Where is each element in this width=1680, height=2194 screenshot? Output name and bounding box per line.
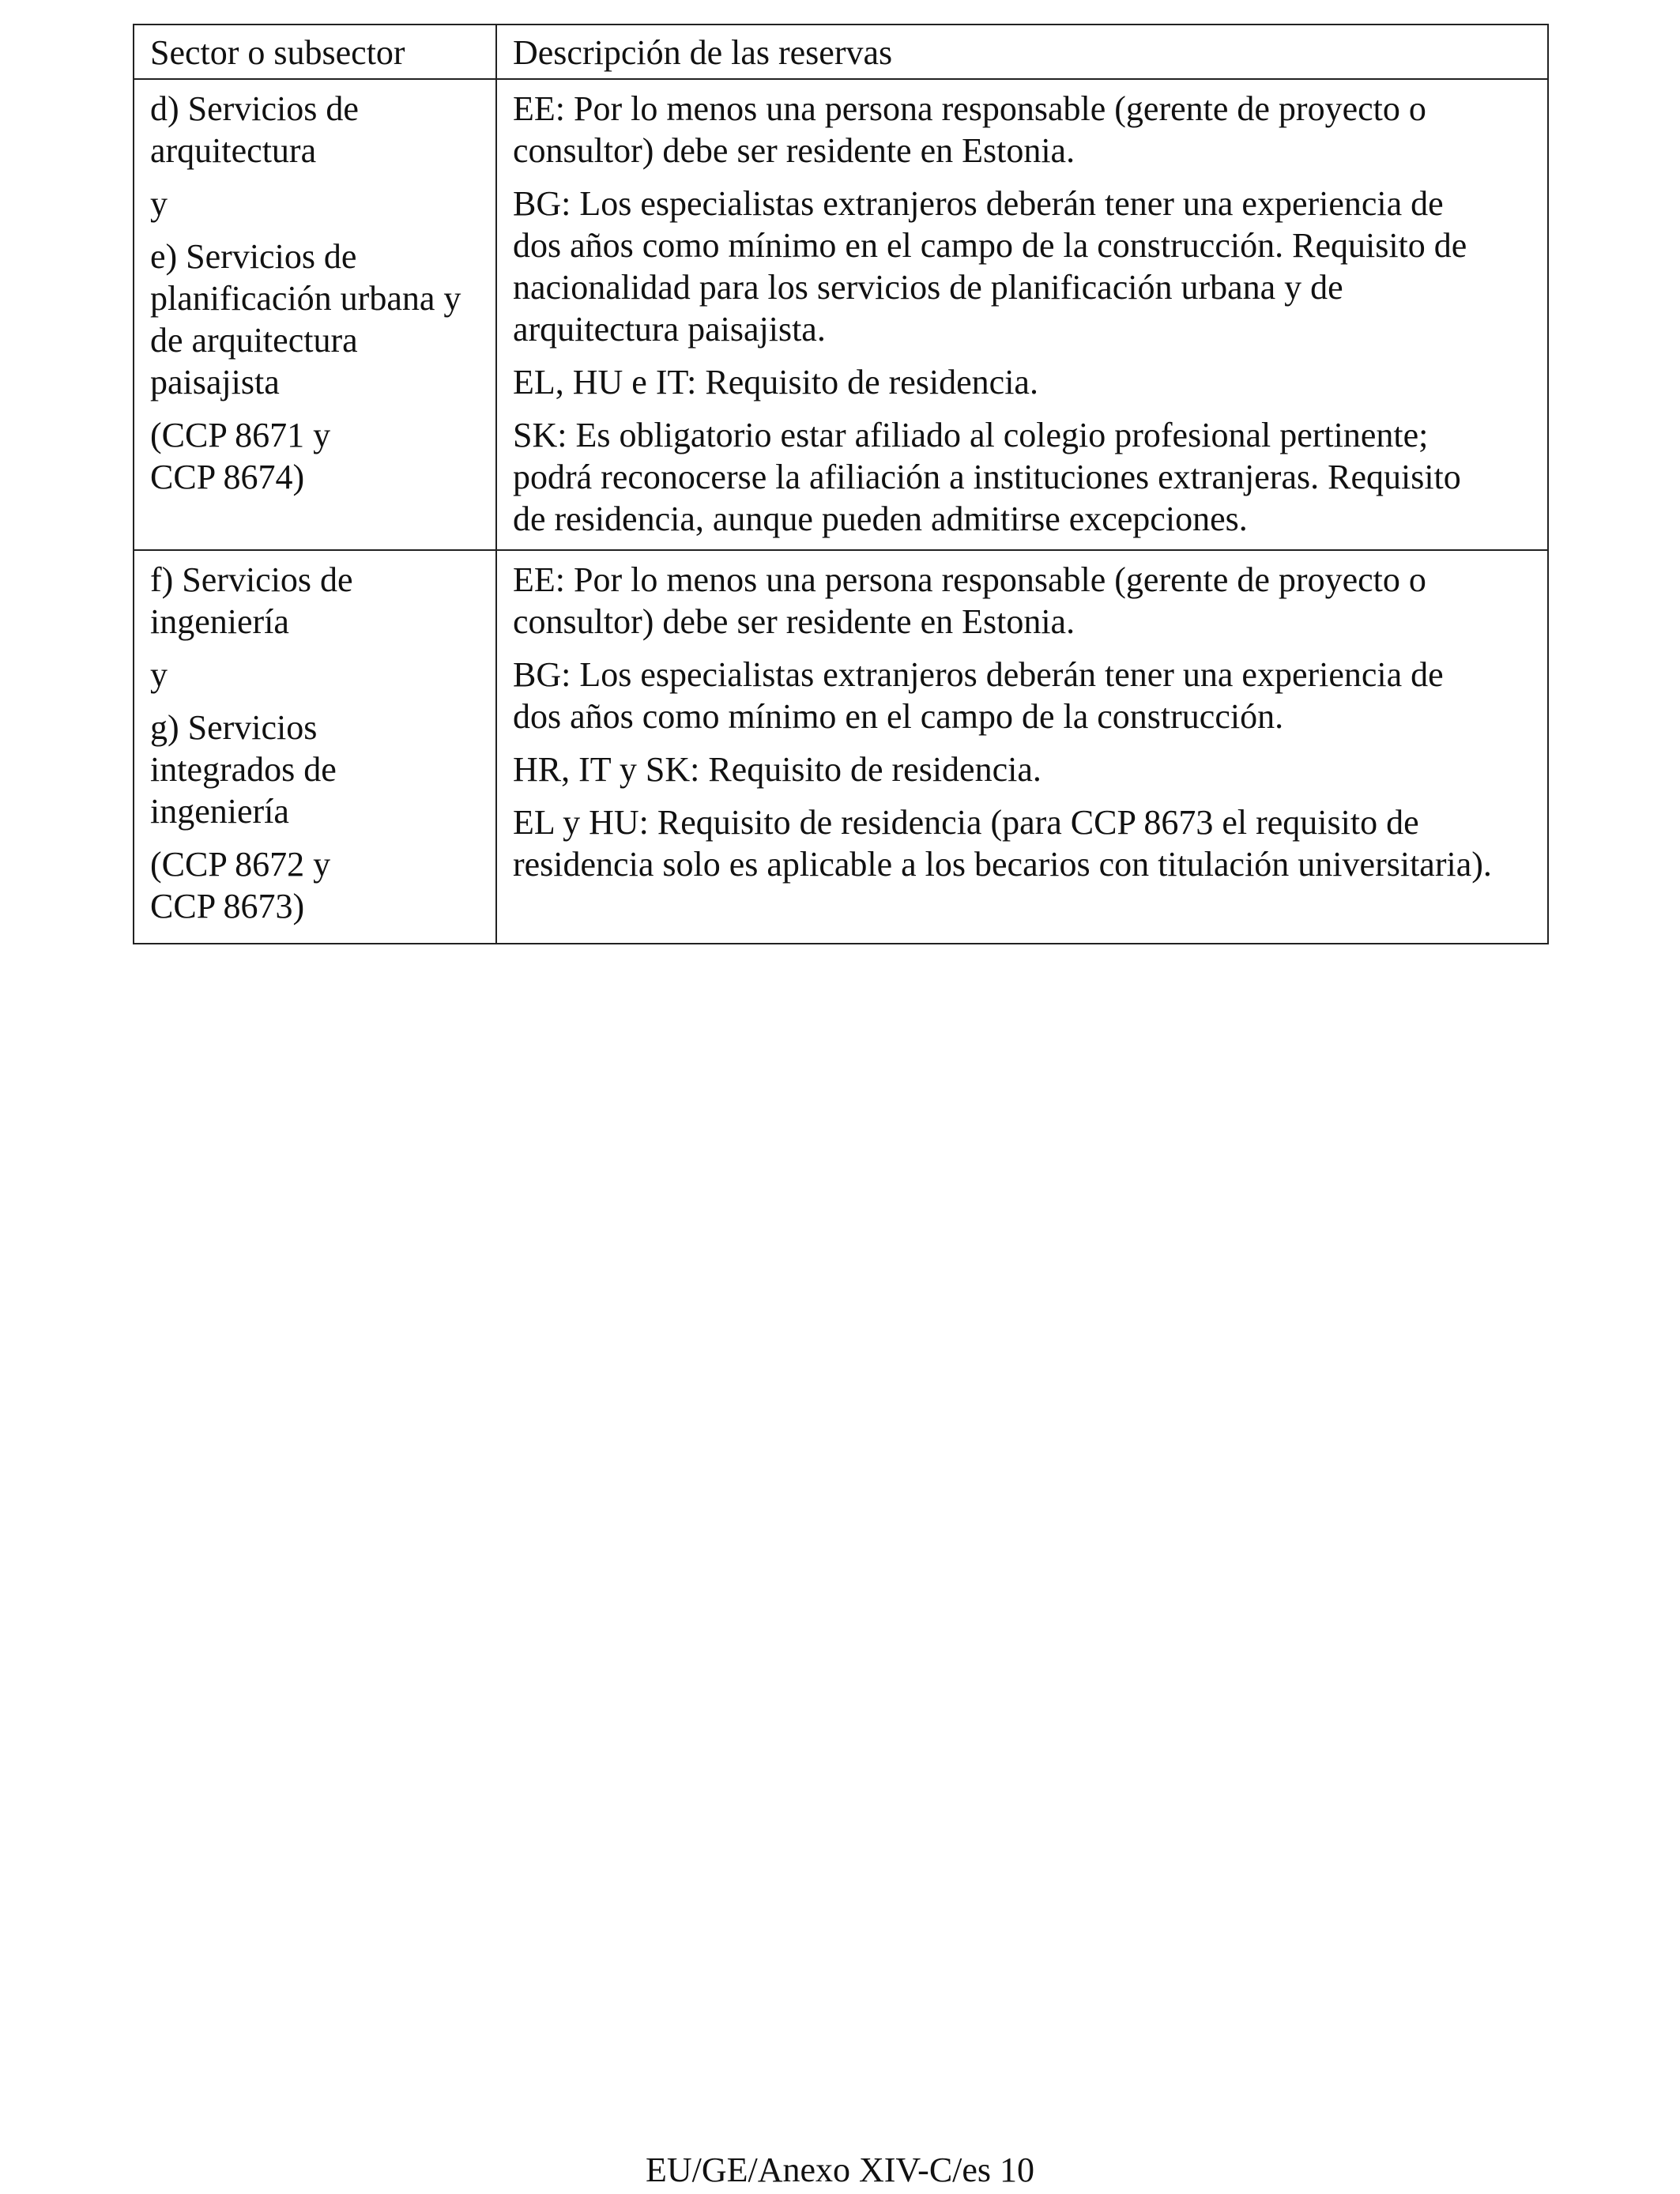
description-paragraph: BG: Los especialistas extranjeros deberán tener una experiencia de dos años como mínimo en el campo de la construcción. Requisito de nacionalidad para los servicios de planificación urbana y de arquitectura paisajista. — [513, 184, 1467, 349]
table-header-row — [134, 25, 1548, 79]
description-paragraph: EE: Por lo menos una persona responsable (gerente de proyecto o consultor) debe ser residente en Estonia. — [513, 89, 1426, 170]
description-cell — [496, 550, 1548, 944]
page-footer-reference: EU/GE/Anexo XIV-C/es 10 — [645, 2151, 1035, 2189]
description-paragraph: SK: Es obligatorio estar afiliado al colegio profesional pertinente; podrá reconocerse la afiliación a instituciones extranjeras. Requisito de residencia, aunque pueden admitirse excepciones. — [513, 416, 1461, 538]
description-cell — [496, 79, 1548, 550]
sector-cell — [134, 550, 496, 944]
sector-paragraph: d) Servicios de arquitectura — [150, 89, 359, 170]
table-row — [134, 79, 1548, 550]
sector-paragraph: (CCP 8672 y CCP 8673) — [150, 845, 331, 925]
sector-paragraph: y — [150, 184, 168, 223]
description-paragraph: BG: Los especialistas extranjeros deberán tener una experiencia de dos años como mínimo en el campo de la construcción. — [513, 655, 1444, 736]
reservations-table — [133, 24, 1549, 944]
description-paragraph: EL y HU: Requisito de residencia (para CCP 8673 el requisito de residencia solo es aplicable a los becarios con titulación universitaria). — [513, 803, 1492, 884]
sector-paragraph: g) Servicios integrados de ingeniería — [150, 708, 337, 831]
sector-paragraph: y — [150, 655, 168, 694]
description-paragraph: EL, HU e IT: Requisito de residencia. — [513, 363, 1038, 401]
description-paragraph: HR, IT y SK: Requisito de residencia. — [513, 750, 1042, 789]
table-row — [134, 550, 1548, 944]
sector-paragraph: e) Servicios de planificación urbana y de arquitectura paisajista — [150, 237, 461, 401]
header-sector: Sector o subsector — [134, 25, 496, 79]
sector-paragraph: (CCP 8671 y CCP 8674) — [150, 416, 331, 496]
sector-cell — [134, 79, 496, 550]
sector-paragraph: f) Servicios de ingeniería — [150, 560, 353, 641]
header-description: Descripción de las reservas — [496, 25, 1548, 79]
description-paragraph: EE: Por lo menos una persona responsable (gerente de proyecto o consultor) debe ser residente en Estonia. — [513, 560, 1426, 641]
